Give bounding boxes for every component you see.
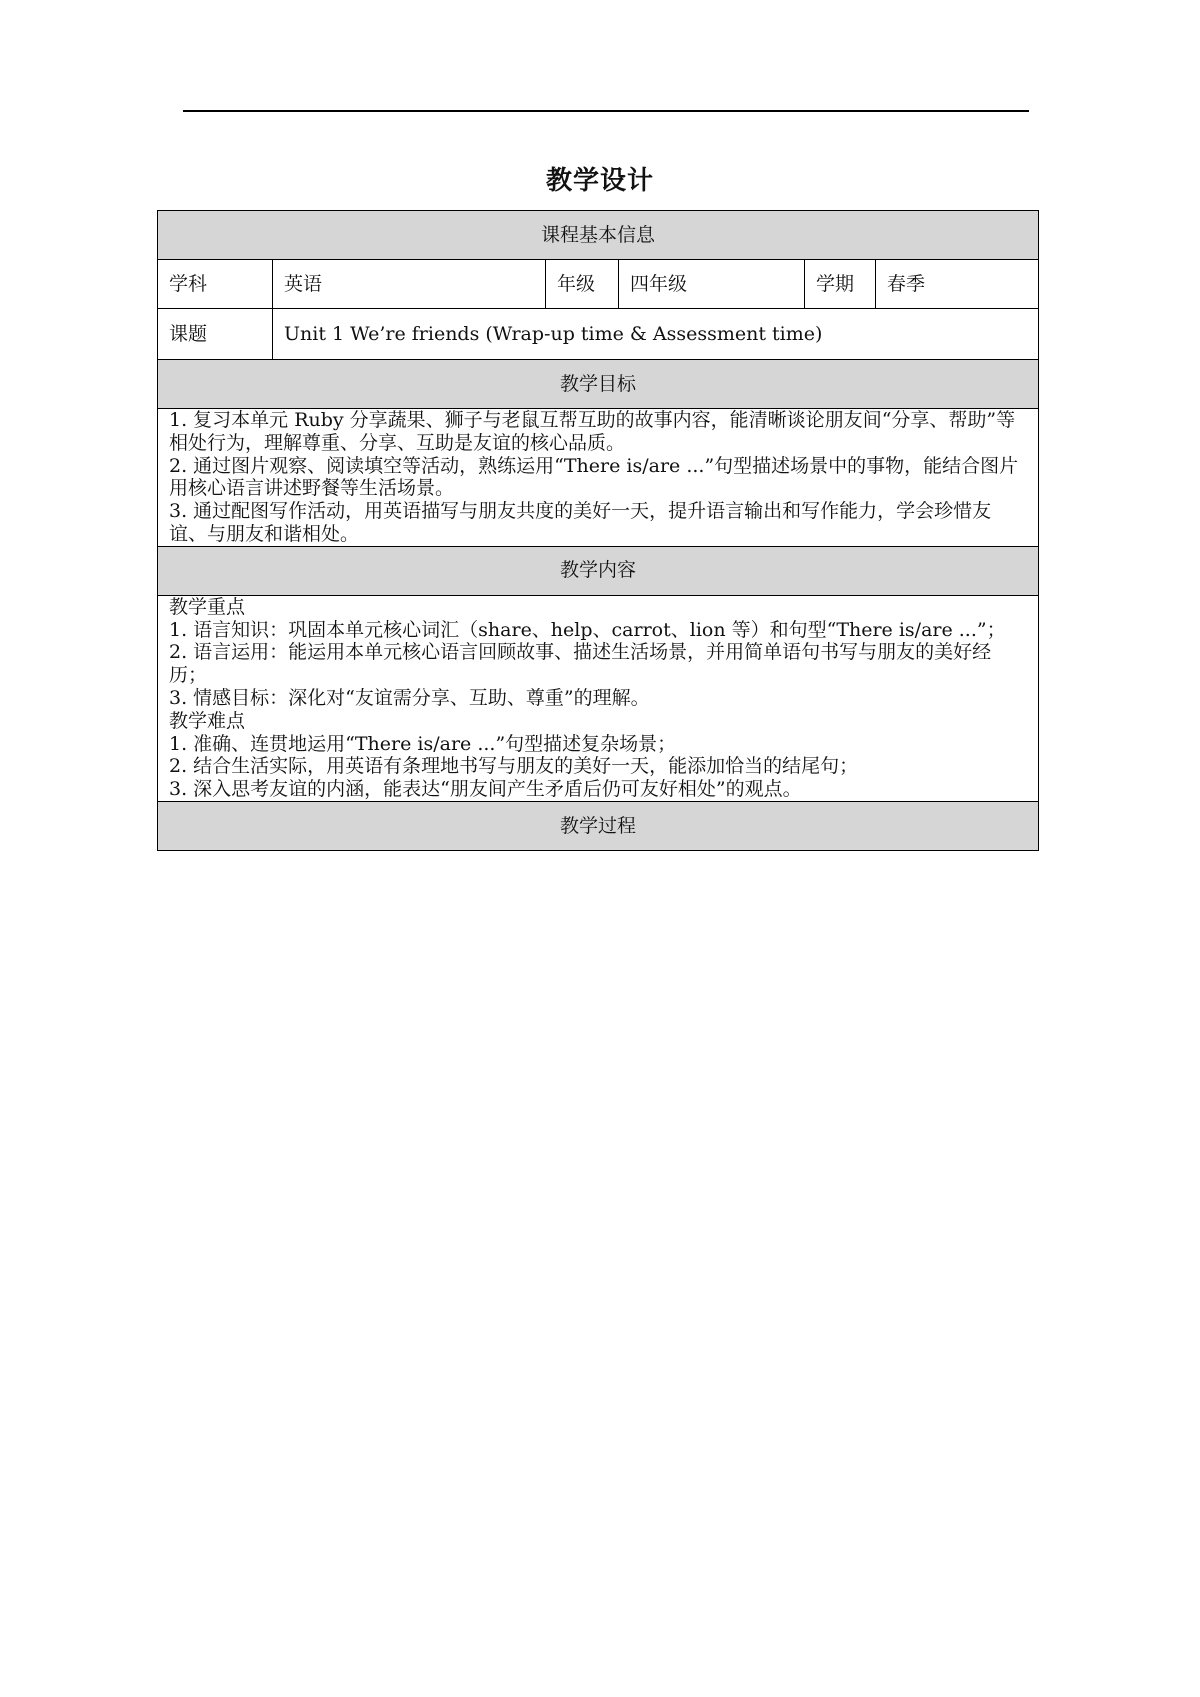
- objective-item: 1. 复习本单元 Ruby 分享蔬果、狮子与老鼠互帮互助的故事内容，能清晰谈论朋友间“分享、帮助”等相处行为，理解尊重、分享、互助是友谊的核心品质。: [169, 409, 1016, 454]
- objective-item: 2. 通过图片观察、阅读填空等活动，熟练运用“There is/are ...”句型描述场景中的事物，能结合图片用核心语言讲述野餐等生活场景。: [169, 454, 1019, 500]
- term-value: 春季: [876, 260, 1039, 309]
- objective-item: 3. 通过配图写作活动，用英语描写与朋友共度的美好一天，提升语言输出和写作能力，学会珍惜友谊、与朋友和谐相处。: [169, 500, 992, 545]
- key-point-item: 2. 语言运用：能运用本单元核心语言回顾故事、描述生活场景，并用简单语句书写与朋友的美好经历；: [169, 641, 992, 687]
- difficulty-item: 3. 深入思考友谊的内涵，能表达“朋友间产生矛盾后仍可友好相处”的观点。: [169, 778, 802, 801]
- objectives-header: 教学目标: [158, 360, 1039, 409]
- process-header-row: [158, 801, 1039, 850]
- grade-value: 四年级: [619, 260, 805, 309]
- basic-info-header: 课程基本信息: [158, 211, 1039, 260]
- objectives-header-row: [158, 360, 1039, 409]
- header-rule: [183, 110, 1029, 112]
- basic-info-header-row: [158, 211, 1039, 260]
- content-header: 教学内容: [158, 546, 1039, 595]
- difficulties-title: 教学难点: [169, 709, 246, 732]
- grade-label: 年级: [546, 260, 619, 309]
- subject-label: 学科: [158, 260, 273, 309]
- objectives-cell: [158, 409, 1039, 547]
- key-points-title: 教学重点: [169, 595, 246, 618]
- key-point-item: 3. 情感目标：深化对“友谊需分享、互助、尊重”的理解。: [169, 686, 650, 709]
- content-header-row: [158, 546, 1039, 595]
- basic-info-row: [158, 260, 1039, 309]
- content-cell: [158, 595, 1039, 801]
- topic-row: [158, 309, 1039, 360]
- lesson-plan-table: [157, 210, 1039, 851]
- process-header: 教学过程: [158, 801, 1039, 850]
- document-title: 教学设计: [545, 166, 654, 196]
- objectives-row: [158, 409, 1039, 547]
- topic-value: Unit 1 We’re friends (Wrap-up time & Assessment time): [273, 309, 1039, 360]
- topic-label: 课题: [158, 309, 273, 360]
- difficulty-item: 2. 结合生活实际，用英语有条理地书写与朋友的美好一天，能添加恰当的结尾句；: [169, 755, 859, 778]
- content-row: [158, 595, 1039, 801]
- term-label: 学期: [805, 260, 876, 309]
- key-point-item: 1. 语言知识：巩固本单元核心词汇（share、help、carrot、lion 等）和句型“There is/are ...”；: [169, 618, 1006, 641]
- difficulty-item: 1. 准确、连贯地运用“There is/are ...”句型描述复杂场景；: [169, 732, 677, 755]
- subject-value: 英语: [273, 260, 546, 309]
